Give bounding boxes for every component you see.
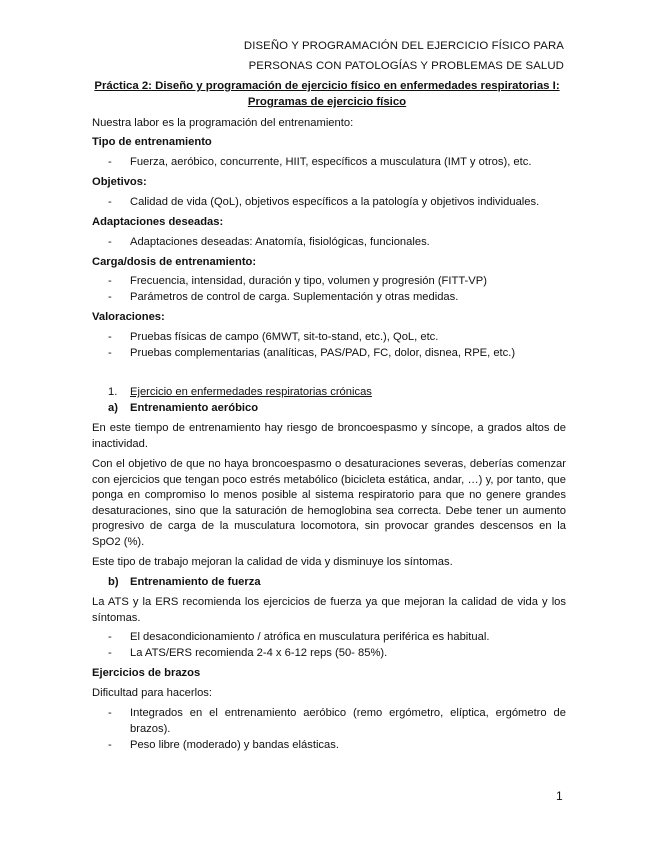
heading-adaptaciones: Adaptaciones deseadas: xyxy=(92,216,224,228)
subsection-a-title: Entrenamiento aeróbico xyxy=(130,402,259,414)
title-line-1: Práctica 2: Diseño y programación de ejercicio físico en enfermedades respiratorias I: xyxy=(94,80,560,92)
paragraph-fuerza: La ATS y la ERS recomienda los ejercicios de fuerza ya que mejoran la calidad de vida y los síntomas. xyxy=(92,596,566,624)
list-item-text: Fuerza, aeróbico, concurrente, HIIT, específicos a musculatura (IMT y otros), etc. xyxy=(130,156,532,168)
bullet-dash: - xyxy=(108,196,112,208)
list-item-text: Parámetros de control de carga. Suplementación y otras medidas. xyxy=(130,291,459,303)
bullet-dash: - xyxy=(108,291,112,303)
bullet-dash: - xyxy=(108,156,112,168)
bullet-dash: - xyxy=(108,347,112,359)
subsection-b-title: Entrenamiento de fuerza xyxy=(130,576,261,588)
bullet-dash: - xyxy=(108,647,112,659)
list-item-text: Adaptaciones deseadas: Anatomía, fisiológicas, funcionales. xyxy=(130,236,430,248)
section-title: Ejercicio en enfermedades respiratorias crónicas xyxy=(130,386,372,398)
list-item xyxy=(108,195,566,211)
list-item xyxy=(108,290,566,306)
page-number: 1 xyxy=(556,789,563,803)
brazos-intro: Dificultad para hacerlos: xyxy=(92,687,213,699)
bullet-dash: - xyxy=(108,739,112,751)
bullet-dash: - xyxy=(108,236,112,248)
subsection-b-letter: b) xyxy=(108,576,119,588)
list-item-text: Pruebas físicas de campo (6MWT, sit-to-stand, etc.), QoL, etc. xyxy=(130,331,439,343)
list-item xyxy=(108,155,566,171)
list-item xyxy=(108,235,566,251)
list-item xyxy=(108,630,566,646)
list-item xyxy=(108,706,566,737)
intro-text: Nuestra labor es la programación del entrenamiento: xyxy=(92,117,354,129)
list-item-text: La ATS/ERS recomienda 2-4 x 6-12 reps (50- 85%). xyxy=(130,647,388,659)
title-line-2: Programas de ejercicio físico xyxy=(247,96,407,108)
paragraph-objetivo: Con el objetivo de que no haya broncoespasmo o desaturaciones severas, deberías comenzar con ejercicios que tengan poco estrés metabólico (bicicleta estática, andar, …) y, por tanto, que ponga en compromiso lo menos posible al sistema respiratorio para que no genere grandes desaturaciones, sino que la saturación de hemoglobina sea correcta. Debe tener un aumento progresivo de carga de la musculatura locomotora, sin provocar grandes descensos en la SpO2 (%). xyxy=(92,458,566,548)
section-number: 1. xyxy=(108,386,118,398)
heading-brazos: Ejercicios de brazos xyxy=(92,667,201,679)
paragraph-calidad: Este tipo de trabajo mejoran la calidad de vida y disminuye los síntomas. xyxy=(92,556,453,568)
heading-valoraciones: Valoraciones: xyxy=(92,311,165,323)
heading-objetivos: Objetivos: xyxy=(92,176,147,188)
list-item-text: Calidad de vida (QoL), objetivos específicos a la patología y objetivos individuales. xyxy=(130,196,540,208)
list-item xyxy=(108,738,566,754)
list-item-text: Frecuencia, intensidad, duración y tipo, volumen y progresión (FITT-VP) xyxy=(130,275,487,287)
list-item xyxy=(108,346,566,362)
list-item-text: Pruebas complementarias (analíticas, PAS/PAD, FC, dolor, disnea, RPE, etc.) xyxy=(130,347,516,359)
bullet-dash: - xyxy=(108,707,112,719)
subsection-a-letter: a) xyxy=(108,402,118,414)
list-item-text: Integrados en el entrenamiento aeróbico (remo ergómetro, elíptica, ergómetro de brazos). xyxy=(130,707,566,735)
list-item-text: Peso libre (moderado) y bandas elásticas. xyxy=(130,739,339,751)
paragraph-riesgo: En este tiempo de entrenamiento hay riesgo de broncoespasmo y síncope, a grados altos de inactividad. xyxy=(92,422,566,450)
heading-tipo: Tipo de entrenamiento xyxy=(92,136,212,148)
list-item xyxy=(108,274,566,290)
list-item xyxy=(108,330,566,346)
bullet-dash: - xyxy=(108,331,112,343)
bullet-dash: - xyxy=(108,631,112,643)
list-item-text: El desacondicionamiento / atrófica en musculatura periférica es habitual. xyxy=(130,631,490,643)
list-item xyxy=(108,646,566,662)
heading-carga: Carga/dosis de entrenamiento: xyxy=(92,256,257,268)
header-line-1: DISEÑO Y PROGRAMACIÓN DEL EJERCICIO FÍSICO PARA xyxy=(243,40,564,52)
header-line-2: PERSONAS CON PATOLOGÍAS Y PROBLEMAS DE SALUD xyxy=(248,60,564,72)
bullet-dash: - xyxy=(108,275,112,287)
